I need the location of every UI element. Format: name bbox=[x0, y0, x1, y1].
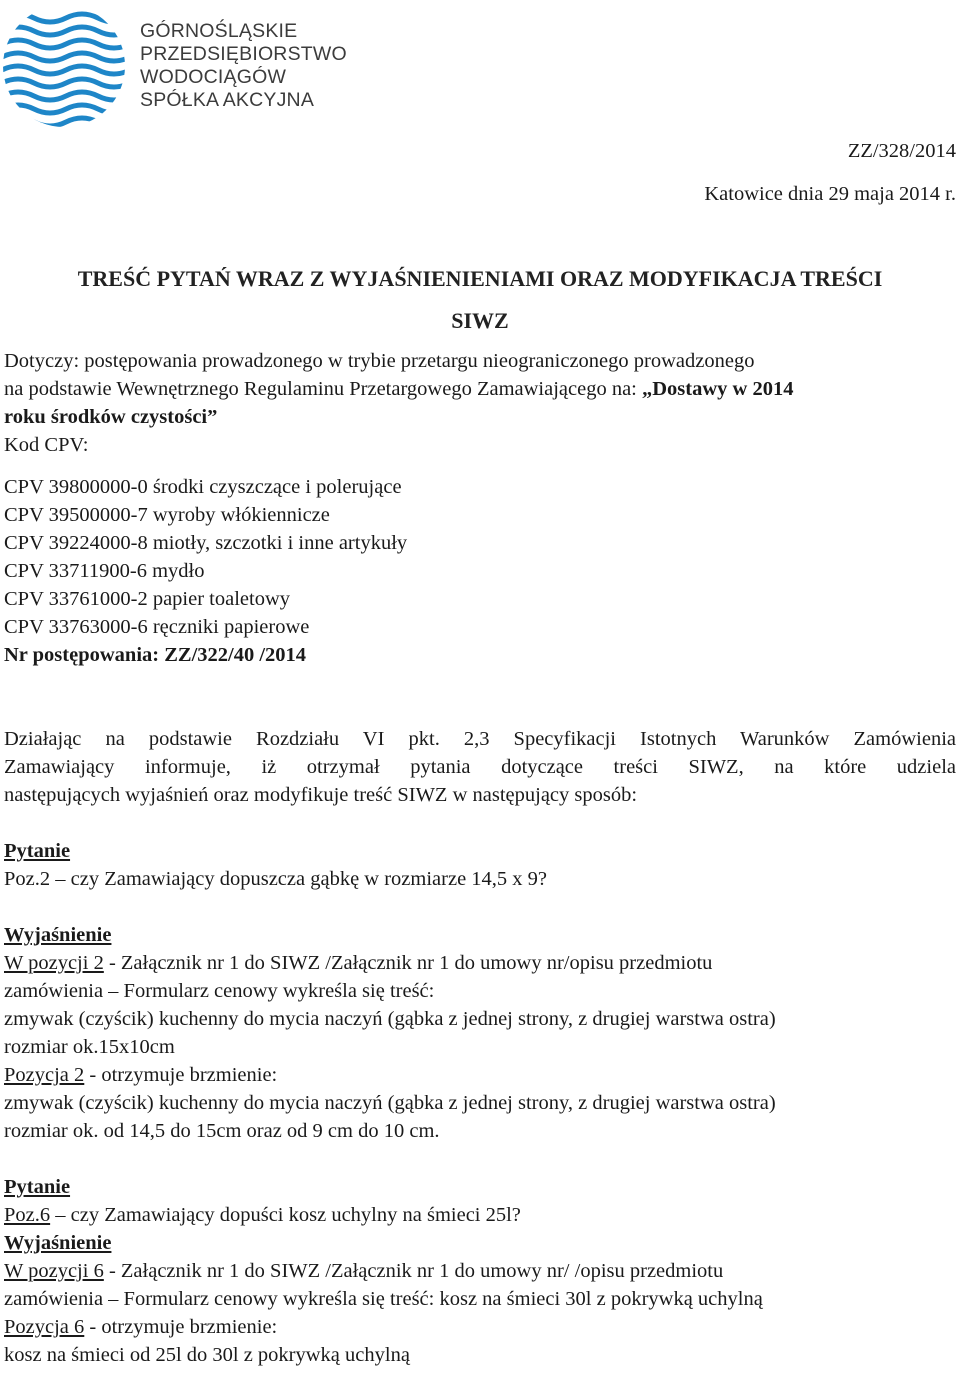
company-logo-icon bbox=[2, 4, 132, 128]
answer-line: zamówienia – Formularz cenowy wykreśla się treść: bbox=[4, 980, 435, 1002]
answer-line bbox=[4, 1260, 723, 1283]
answer-heading: Wyjaśnienie bbox=[4, 924, 112, 946]
question-heading: Pytanie bbox=[4, 840, 71, 862]
company-name-line: PRZEDSIĘBIORSTWO bbox=[140, 43, 347, 65]
position-reference: Pozycja 2 bbox=[4, 1064, 85, 1086]
answer-line bbox=[4, 952, 712, 975]
subject-line bbox=[4, 378, 793, 401]
question-text bbox=[4, 1204, 521, 1227]
answer-text: - otrzymuje brzmienie: bbox=[84, 1064, 278, 1086]
answer-line: zamówienia – Formularz cenowy wykreśla się treść: kosz na śmieci 30l z pokrywką uchylną bbox=[4, 1288, 763, 1310]
intro-line: Działając na podstawie Rozdziału VI pkt. 2,3 Specyfikacji Istotnych Warunków Zamówienia bbox=[4, 728, 956, 750]
position-reference: Poz.6 bbox=[4, 1204, 51, 1226]
answer-text: - Załącznik nr 1 do SIWZ /Załącznik nr 1 do umowy nr/ /opisu przedmiotu bbox=[103, 1260, 724, 1282]
answer-line: kosz na śmieci od 25l do 30l z pokrywką uchylną bbox=[4, 1344, 410, 1366]
document-title: TREŚĆ PYTAŃ WRAZ Z WYJAŚNIENIENIAMI ORAZ MODYFIKACJA TREŚCI bbox=[77, 266, 883, 291]
document-title-siwz: SIWZ bbox=[451, 308, 509, 333]
cpv-item: CPV 33763000-6 ręczniki papierowe bbox=[4, 616, 310, 638]
cpv-item: CPV 33761000-2 papier toaletowy bbox=[4, 588, 291, 610]
subject-line: Dotyczy: postępowania prowadzonego w trybie przetargu nieograniczonego prowadzonego bbox=[4, 350, 755, 372]
procurement-name: roku środków czystości” bbox=[4, 406, 218, 428]
question-text: Poz.2 – czy Zamawiający dopuszcza gąbkę w rozmiarze 14,5 x 9? bbox=[4, 868, 548, 890]
answer-text: - otrzymuje brzmienie: bbox=[84, 1316, 278, 1338]
cpv-item: CPV 39224000-8 miotły, szczotki i inne artykuły bbox=[4, 532, 408, 554]
question-heading: Pytanie bbox=[4, 1176, 71, 1198]
position-reference: W pozycji 6 bbox=[4, 1260, 104, 1282]
answer-line: rozmiar ok. od 14,5 do 15cm oraz od 9 cm do 10 cm. bbox=[4, 1120, 440, 1142]
case-number: Nr postępowania: ZZ/322/40 /2014 bbox=[4, 644, 307, 666]
company-name-line: WODOCIĄGÓW bbox=[140, 66, 287, 88]
position-reference: W pozycji 2 bbox=[4, 952, 104, 974]
intro-line: Zamawiający informuje, iż otrzymał pytania dotyczące treści SIWZ, na które udziela bbox=[4, 756, 956, 778]
company-name bbox=[140, 20, 347, 112]
company-name-line: GÓRNOŚLĄSKIE bbox=[140, 20, 298, 42]
answer-line bbox=[4, 1316, 277, 1339]
position-reference: Pozycja 6 bbox=[4, 1316, 85, 1338]
cpv-label: Kod CPV: bbox=[4, 434, 89, 456]
company-name-line: SPÓŁKA AKCYJNA bbox=[140, 89, 315, 111]
question-rest: – czy Zamawiający dopuści kosz uchylny na śmieci 25l? bbox=[50, 1204, 521, 1226]
answer-line: rozmiar ok.15x10cm bbox=[4, 1036, 175, 1058]
cpv-item: CPV 39800000-0 środki czyszczące i polerujące bbox=[4, 476, 402, 498]
answer-text: - Załącznik nr 1 do SIWZ /Załącznik nr 1 do umowy nr/opisu przedmiotu bbox=[103, 952, 713, 974]
answer-heading: Wyjaśnienie bbox=[4, 1232, 112, 1254]
cpv-item: CPV 39500000-7 wyroby włókiennicze bbox=[4, 504, 330, 526]
answer-line: zmywak (czyścik) kuchenny do mycia naczyń (gąbka z jednej strony, z drugiej warstwa ostra) bbox=[4, 1092, 776, 1114]
procurement-name: „Dostawy w 2014 bbox=[642, 378, 794, 400]
intro-line: następujących wyjaśnień oraz modyfikuje treść SIWZ w następujący sposób: bbox=[4, 784, 638, 806]
document-date: Katowice dnia 29 maja 2014 r. bbox=[704, 183, 956, 205]
document-reference: ZZ/328/2014 bbox=[847, 140, 956, 162]
subject-text: na podstawie Wewnętrznego Regulaminu Przetargowego Zamawiającego na: bbox=[4, 378, 642, 400]
cpv-item: CPV 33711900-6 mydło bbox=[4, 560, 205, 582]
answer-line bbox=[4, 1064, 277, 1087]
answer-line: zmywak (czyścik) kuchenny do mycia naczyń (gąbka z jednej strony, z drugiej warstwa ostra) bbox=[4, 1008, 776, 1030]
